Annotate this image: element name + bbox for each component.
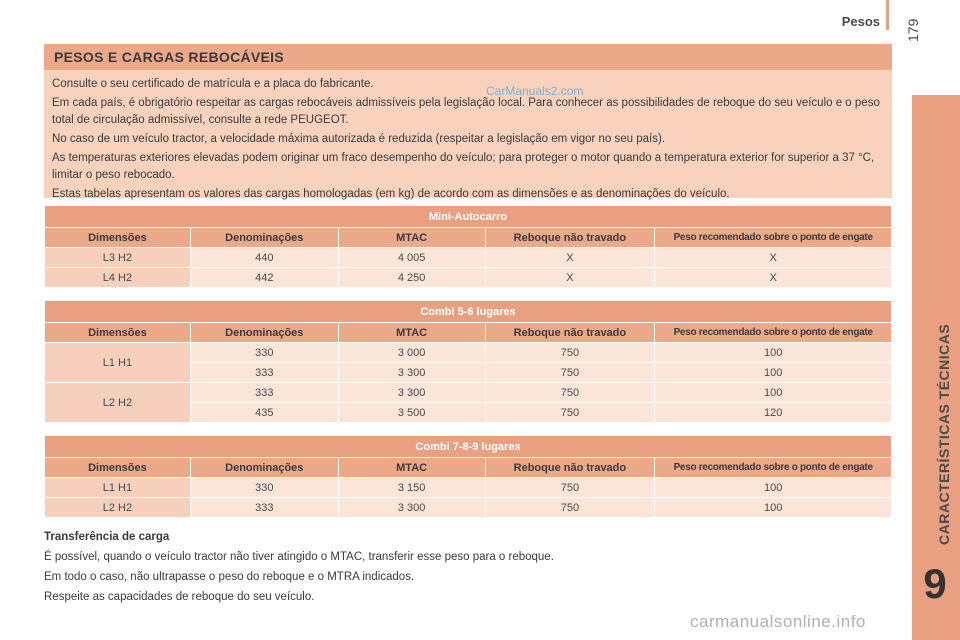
cell-denomination: 333 <box>190 363 338 383</box>
column-header: Reboque não travado <box>485 228 655 248</box>
watermark-logo: CarManuals2.com <box>486 84 584 98</box>
column-header: MTAC <box>338 228 485 248</box>
cell-mtac: 4 005 <box>338 248 485 268</box>
cell-peso: 120 <box>655 403 892 423</box>
cell-mtac: 3 150 <box>338 478 485 498</box>
cell-mtac: 3 000 <box>338 343 485 363</box>
cell-mtac: 3 300 <box>338 383 485 403</box>
column-header: Dimensões <box>45 323 191 343</box>
cell-reboque: 750 <box>485 478 655 498</box>
column-header: Reboque não travado <box>485 458 655 478</box>
cell-mtac: 3 500 <box>338 403 485 423</box>
transfer-title: Transferência de carga <box>44 531 170 543</box>
column-header: Peso recomendado sobre o ponto de engate <box>655 323 892 343</box>
cell-dimension: L2 H2 <box>45 383 191 423</box>
table-row <box>45 268 892 288</box>
info-paragraph: No caso de um veículo tractor, a velocidade máxima autorizada é reduzida (respeitar a legislação em vigor no seu país). <box>52 133 666 145</box>
cell-mtac: 3 300 <box>338 363 485 383</box>
info-paragraph: Consulte o seu certificado de matrícula e a placa do fabricante. <box>52 78 374 90</box>
cell-peso: 100 <box>655 363 892 383</box>
column-header: Peso recomendado sobre o ponto de engate <box>655 458 892 478</box>
column-header: Dimensões <box>45 458 191 478</box>
cell-dimension: L1 H1 <box>45 343 191 383</box>
cell-peso: X <box>655 248 892 268</box>
cell-denomination: 442 <box>190 268 338 288</box>
cell-peso: 100 <box>655 383 892 403</box>
section-title: Pesos <box>841 14 880 29</box>
cell-reboque: X <box>485 248 655 268</box>
transfer-paragraph: É possível, quando o veículo tractor não tiver atingido o MTAC, transferir esse peso para o reboque. <box>44 551 554 563</box>
info-box <box>44 44 892 198</box>
cell-reboque: 750 <box>485 498 655 518</box>
chapter-number: 9 <box>923 560 947 607</box>
column-header: MTAC <box>338 458 485 478</box>
cell-dimension: L4 H2 <box>45 268 191 288</box>
table-title: Mini-Autocarro <box>45 206 892 228</box>
cell-reboque: X <box>485 268 655 288</box>
column-header: Denominações <box>190 228 338 248</box>
transfer-section <box>44 527 894 607</box>
column-header: MTAC <box>338 323 485 343</box>
cell-peso: X <box>655 268 892 288</box>
table-title: Combi 7-8-9 lugares <box>45 436 892 458</box>
transfer-paragraph: Em todo o caso, não ultrapasse o peso do reboque e o MTRA indicados. <box>44 571 415 583</box>
table-row <box>45 383 892 403</box>
header-accent-bar <box>886 0 889 30</box>
table-row <box>45 498 892 518</box>
cell-dimension: L3 H2 <box>45 248 191 268</box>
cell-peso: 100 <box>655 478 892 498</box>
transfer-paragraph: Respeite as capacidades de reboque do seu veículo. <box>44 591 315 603</box>
column-header: Denominações <box>190 458 338 478</box>
table-combi-7-8-9 <box>44 435 892 518</box>
cell-denomination: 435 <box>190 403 338 423</box>
cell-peso: 100 <box>655 343 892 363</box>
cell-denomination: 333 <box>190 498 338 518</box>
column-header: Denominações <box>190 323 338 343</box>
cell-mtac: 3 300 <box>338 498 485 518</box>
chapter-label: CARACTERÍSTICAS TÉCNICAS <box>936 323 952 545</box>
cell-denomination: 330 <box>190 478 338 498</box>
table-row <box>45 478 892 498</box>
cell-dimension: L1 H1 <box>45 478 191 498</box>
page-number: 179 <box>905 18 921 42</box>
info-body <box>44 70 892 209</box>
cell-peso: 100 <box>655 498 892 518</box>
column-header: Reboque não travado <box>485 323 655 343</box>
cell-denomination: 330 <box>190 343 338 363</box>
column-header: Peso recomendado sobre o ponto de engate <box>655 228 892 248</box>
cell-reboque: 750 <box>485 403 655 423</box>
info-paragraph: Em cada país, é obrigatório respeitar as cargas rebocáveis admissíveis pela legislação local. Para conhecer as possibilidades de reboque do seu veículo e o peso total de circulação admissível, consulte a rede PEUGEOT. <box>52 97 880 126</box>
table-title: Combi 5-6 lugares <box>45 301 892 323</box>
table-row <box>45 343 892 363</box>
cell-denomination: 333 <box>190 383 338 403</box>
info-title: PESOS E CARGAS REBOCÁVEIS <box>44 44 892 70</box>
table-combi-5-6 <box>44 300 892 423</box>
info-paragraph: As temperaturas exteriores elevadas podem originar um fraco desempenho do veículo; para proteger o motor quando a temperatura exterior for superior a 37 °C, limitar o peso rebocado. <box>52 152 875 181</box>
cell-mtac: 4 250 <box>338 268 485 288</box>
cell-denomination: 440 <box>190 248 338 268</box>
column-header: Dimensões <box>45 228 191 248</box>
cell-reboque: 750 <box>485 343 655 363</box>
cell-reboque: 750 <box>485 383 655 403</box>
cell-dimension: L2 H2 <box>45 498 191 518</box>
table-row <box>45 248 892 268</box>
cell-reboque: 750 <box>485 363 655 383</box>
info-paragraph: Estas tabelas apresentam os valores das cargas homologadas (em kg) de acordo com as dimensões e as denominações do veículo. <box>52 188 730 200</box>
footer-watermark: carmanualsonline.info <box>690 612 866 631</box>
table-mini-autocarro <box>44 205 892 288</box>
